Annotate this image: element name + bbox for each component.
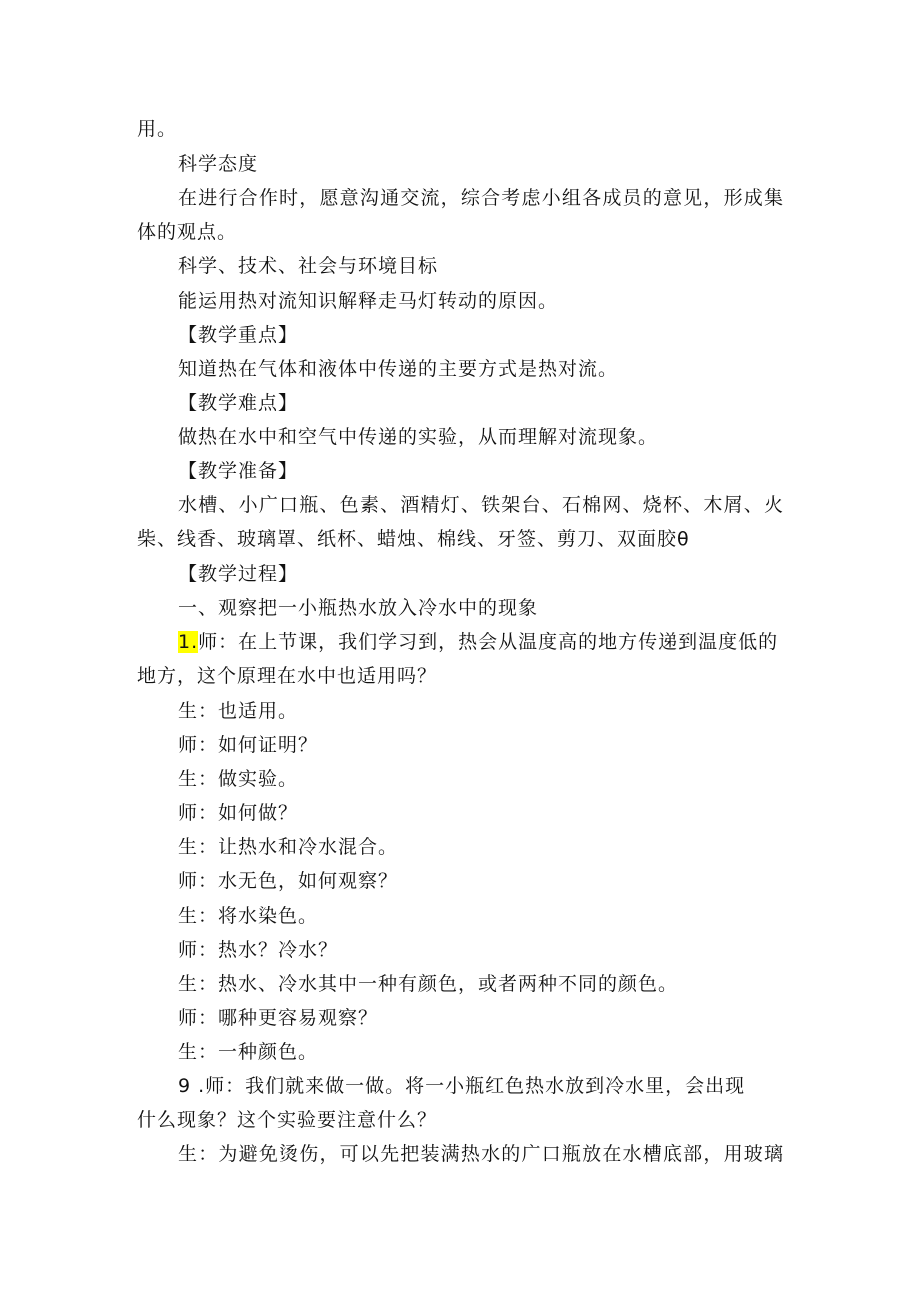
section-heading: 【教学准备】 [178,460,299,482]
section-heading: 【教学重点】 [178,324,299,346]
dialogue-line: 师：如何做？ [178,802,299,824]
dialogue-line: 生：将水染色。 [178,905,319,927]
paragraph-line: 水槽、小广口瓶、色素、酒精灯、铁架台、石棉网、烧杯、木屑、火 [178,494,784,516]
section-heading: 【教学难点】 [178,392,299,414]
paragraph-line: 用。 [137,118,178,140]
paragraph-text: 师：在上节课，我们学习到，热会从温度高的地方传递到温度低的 [198,631,779,653]
paragraph-line: 知道热在气体和液体中传递的主要方式是热对流。 [178,358,619,380]
paragraph-line: 9 .师：我们就来做一做。将一小瓶红色热水放到冷水里，会出现 [178,1075,746,1097]
dialogue-line: 生：做实验。 [178,768,299,790]
highlighted-number: 1. [178,631,199,653]
paragraph-line: 生：为避免烫伤，可以先把装满热水的广口瓶放在水槽底部，用玻璃 [178,1143,784,1165]
section-heading: 科学态度 [178,153,259,175]
dialogue-line: 生：也适用。 [178,700,299,722]
paragraph-line: 什么现象？这个实验要注意什么？ [137,1109,438,1131]
dialogue-line: 生：让热水和冷水混合。 [178,836,399,858]
dialogue-line: 师：如何证明？ [178,734,319,756]
paragraph-line: 在进行合作时，愿意沟通交流，综合考虑小组各成员的意见，形成集 [178,187,784,209]
dialogue-line: 师：水无色，如何观察？ [178,870,399,892]
paragraph-line: 能运用热对流知识解释走马灯转动的原因。 [178,290,559,312]
paragraph-line [178,629,778,655]
dialogue-line: 师：哪种更容易观察？ [178,1007,379,1029]
paragraph-line: 柴、线香、玻璃罩、纸杯、蜡烛、棉线、牙签、剪刀、双面胶θ [137,528,690,550]
dialogue-line: 生：热水、冷水其中一种有颜色，或者两种不同的颜色。 [178,973,679,995]
section-heading: 【教学过程】 [178,563,299,585]
paragraph-line: 做热在水中和空气中传递的实验，从而理解对流现象。 [178,426,659,448]
paragraph-line: 地方，这个原理在水中也适用吗？ [137,665,438,687]
paragraph-line: 一、观察把一小瓶热水放入冷水中的现象 [178,597,539,619]
dialogue-line: 生：一种颜色。 [178,1041,319,1063]
section-heading: 科学、技术、社会与环境目标 [178,255,439,277]
paragraph-line: 体的观点。 [137,221,238,243]
dialogue-line: 师：热水？冷水？ [178,939,339,961]
